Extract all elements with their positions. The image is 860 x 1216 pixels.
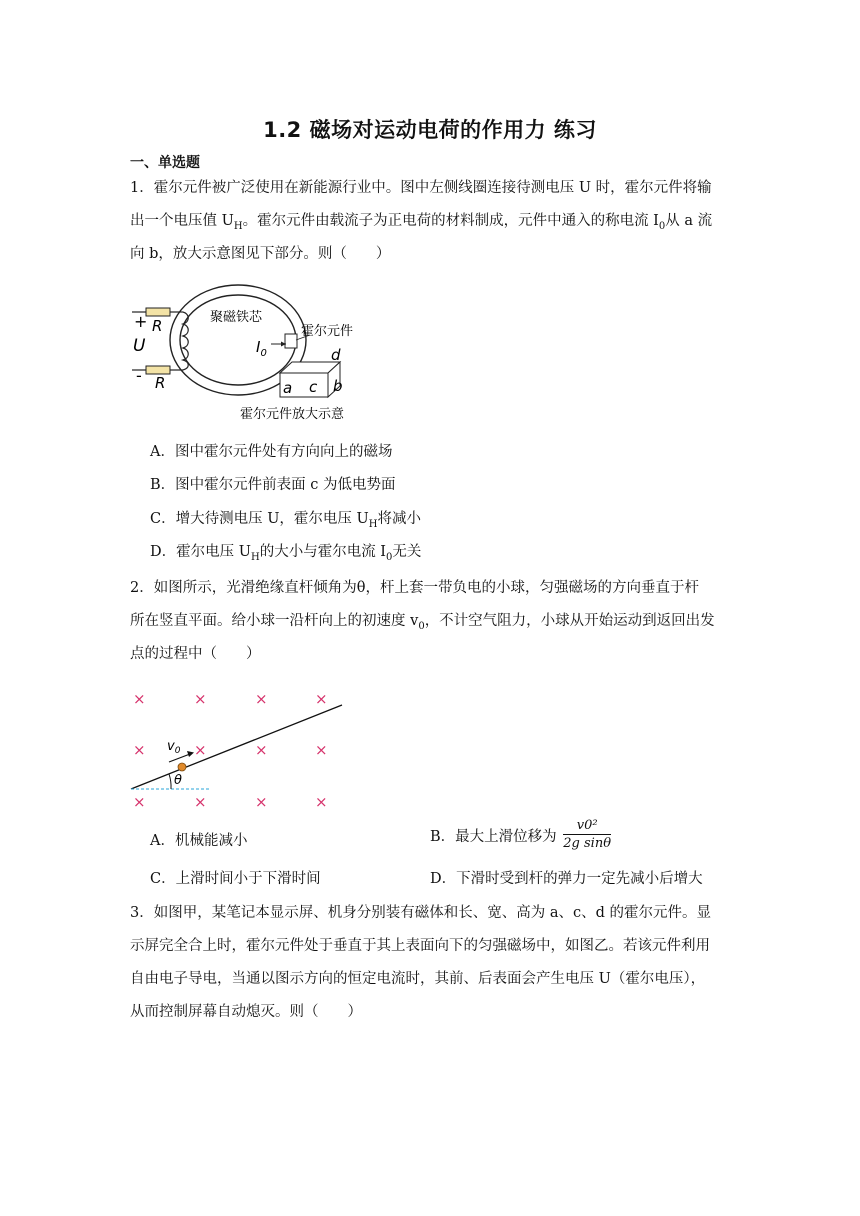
q2-line2: 所在竖直平面。给小球一沿杆向上的初速度 $v_0$，不计空气阻力，小球从开始运动到返回出发	[130, 613, 715, 632]
q1-line3: 向 b，放大示意图见下部分。则（ ）	[130, 246, 391, 262]
q1-line1: 1．霍尔元件被广泛使用在新能源行业中。图中左侧线圈连接待测电压 U 时，霍尔元件将输	[130, 180, 712, 196]
q1-line2: 出一个电压值 $U_H$。霍尔元件由载流子为正电荷的材料制成，元件中通入的称电流 $I_0$从 a 流	[130, 213, 713, 232]
field-cross-mark: ×	[315, 793, 328, 810]
q1-option-d[interactable]: D．霍尔电压 $U_H$的大小与霍尔电流 $I_0$无关	[150, 544, 422, 563]
label-d: d	[331, 346, 341, 364]
page-title: 1.2 磁场对运动电荷的作用力 练习	[263, 118, 597, 142]
label-b: b	[333, 377, 343, 395]
q2-line3: 点的过程中（ ）	[130, 646, 261, 662]
v0-label: $v_0$	[167, 739, 181, 756]
section-heading: 一、单选题	[130, 155, 200, 171]
q1-option-a[interactable]: A．图中霍尔元件处有方向向上的磁场	[150, 444, 393, 460]
q1-option-c[interactable]: C．增大待测电压 U，霍尔电压 $U_H$将减小	[150, 511, 421, 530]
field-cross-mark: ×	[133, 741, 146, 759]
field-cross-mark: ×	[315, 741, 328, 759]
q2-option-b[interactable]: B．最大上滑位移为 $\frac{\text{v0²}}{\text{2g sinθ}}$	[430, 818, 612, 851]
field-cross-mark: ×	[133, 793, 146, 810]
theta-label: θ	[174, 773, 182, 788]
field-cross-mark: ×	[133, 690, 146, 708]
q2-option-c[interactable]: C．上滑时间小于下滑时间	[150, 871, 321, 887]
field-cross-mark: ×	[255, 793, 268, 810]
field-cross-mark: ×	[194, 741, 207, 759]
r-label-top: R	[152, 317, 163, 335]
plus-label: +	[134, 312, 148, 331]
q3-line4: 从而控制屏幕自动熄灭。则（ ）	[130, 1004, 362, 1020]
q2-option-d[interactable]: D．下滑时受到杆的弹力一定先减小后增大	[430, 871, 703, 887]
charged-ball	[178, 763, 186, 771]
i0-label: $I_0$	[256, 338, 267, 359]
max-displacement-fraction: $\frac{\text{v0²}}{\text{2g sinθ}}$	[563, 818, 612, 851]
r-label-bottom: R	[155, 374, 166, 392]
field-cross-mark: ×	[194, 793, 207, 810]
q2-line1: 2．如图所示，光滑绝缘直杆倾角为θ，杆上套一带负电的小球，匀强磁场的方向垂直于杆	[130, 580, 699, 596]
q3-line1: 3．如图甲，某笔记本显示屏、机身分别装有磁体和长、宽、高为 a、c、d 的霍尔元件。显	[130, 905, 711, 921]
field-cross-mark: ×	[194, 690, 207, 708]
hall-element-label: 霍尔元件	[301, 324, 354, 339]
u-label: U	[133, 336, 146, 356]
q1-option-b[interactable]: B．图中霍尔元件前表面 c 为低电势面	[150, 477, 396, 493]
q3-line3: 自由电子导电，当通以图示方向的恒定电流时，其前、后表面会产生电压 U（霍尔电压），	[130, 971, 706, 987]
question-2	[130, 572, 730, 671]
minus-label: -	[136, 366, 142, 385]
figure-caption: 霍尔元件放大示意	[240, 407, 345, 422]
core-label: 聚磁铁芯	[210, 310, 263, 325]
incline-rod-figure	[125, 680, 355, 810]
hall-sensor-figure	[128, 278, 378, 428]
q3-line2: 示屏完全合上时，霍尔元件处于垂直于其上表面向下的匀强磁场中，如图乙。若该元件利用	[130, 938, 710, 954]
field-cross-mark: ×	[255, 690, 268, 708]
field-cross-mark: ×	[315, 690, 328, 708]
label-a: a	[283, 379, 293, 397]
field-cross-mark: ×	[255, 741, 268, 759]
question-3	[130, 897, 730, 1029]
label-c: c	[309, 378, 318, 396]
q2-option-a[interactable]: A．机械能减小	[150, 833, 248, 849]
question-1	[130, 172, 730, 271]
